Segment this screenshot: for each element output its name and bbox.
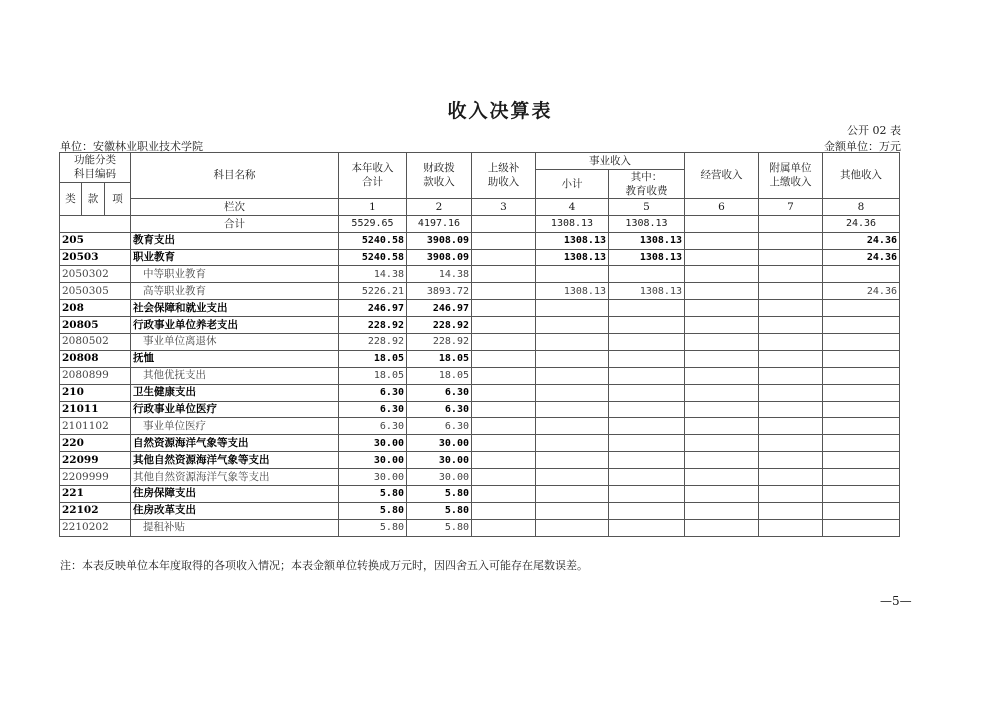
column-index-1: 1 <box>339 198 407 215</box>
value-col-3 <box>472 435 536 452</box>
value-col-8 <box>823 418 900 435</box>
value-col-5 <box>609 384 685 401</box>
value-col-2: 6.30 <box>407 401 472 418</box>
value-col-7 <box>759 317 823 334</box>
footnote: 注：本表反映单位本年度取得的各项收入情况；本表金额单位转换成万元时，因四舍五入可能存在尾数误差。 <box>60 559 588 572</box>
subject-name: 卫生健康支出 <box>131 384 339 401</box>
value-col-1: 246.97 <box>339 300 407 317</box>
value-col-5: 1308.13 <box>609 232 685 249</box>
subject-code: 2210202 <box>60 519 131 536</box>
subject-code: 21011 <box>60 401 131 418</box>
value-col-2: 246.97 <box>407 300 472 317</box>
subject-name: 职业教育 <box>131 249 339 266</box>
subject-code: 2101102 <box>60 418 131 435</box>
column-index-label: 栏次 <box>131 198 339 215</box>
header-other: 其他收入 <box>823 153 900 199</box>
value-col-3 <box>472 232 536 249</box>
total-value-1: 5529.65 <box>339 215 407 232</box>
value-col-7 <box>759 232 823 249</box>
value-col-2: 3893.72 <box>407 283 472 300</box>
header-total: 本年收入 合计 <box>339 153 407 199</box>
subject-code: 208 <box>60 300 131 317</box>
value-col-1: 5226.21 <box>339 283 407 300</box>
value-col-2: 5.80 <box>407 502 472 519</box>
value-col-6 <box>685 384 759 401</box>
table-row <box>60 401 900 418</box>
value-col-8 <box>823 384 900 401</box>
subject-code: 220 <box>60 435 131 452</box>
value-col-8: 24.36 <box>823 249 900 266</box>
subject-name: 行政事业单位医疗 <box>131 401 339 418</box>
column-index-6: 6 <box>685 198 759 215</box>
value-col-2: 5.80 <box>407 486 472 503</box>
value-col-3 <box>472 384 536 401</box>
subject-code: 22099 <box>60 452 131 469</box>
value-col-7 <box>759 418 823 435</box>
subject-name: 提租补贴 <box>131 519 339 536</box>
value-col-4 <box>536 418 609 435</box>
value-col-3 <box>472 266 536 283</box>
table-row <box>60 486 900 503</box>
value-col-4 <box>536 334 609 351</box>
value-col-2: 30.00 <box>407 452 472 469</box>
value-col-6 <box>685 350 759 367</box>
value-col-2: 6.30 <box>407 384 472 401</box>
value-col-6 <box>685 435 759 452</box>
header-business-group: 事业收入 <box>536 153 685 170</box>
table-row <box>60 502 900 519</box>
form-number: 公开 02 表 <box>847 124 901 137</box>
value-col-1: 228.92 <box>339 334 407 351</box>
subject-name: 事业单位离退休 <box>131 334 339 351</box>
subject-code: 2209999 <box>60 469 131 486</box>
value-col-8: 24.36 <box>823 232 900 249</box>
table-row <box>60 418 900 435</box>
value-col-4 <box>536 266 609 283</box>
subject-code: 210 <box>60 384 131 401</box>
value-col-5 <box>609 469 685 486</box>
subject-name: 其他优抚支出 <box>131 367 339 384</box>
income-table <box>59 152 900 537</box>
subject-name: 社会保障和就业支出 <box>131 300 339 317</box>
header-subject-name: 科目名称 <box>131 153 339 199</box>
value-col-3 <box>472 367 536 384</box>
value-col-6 <box>685 486 759 503</box>
value-col-1: 5.80 <box>339 486 407 503</box>
value-col-8 <box>823 367 900 384</box>
header-superior-subsidy: 上级补 助收入 <box>472 153 536 199</box>
table-row <box>60 452 900 469</box>
subject-code: 20805 <box>60 317 131 334</box>
value-col-6 <box>685 367 759 384</box>
subject-name: 教育支出 <box>131 232 339 249</box>
value-col-3 <box>472 300 536 317</box>
value-col-2: 228.92 <box>407 317 472 334</box>
value-col-7 <box>759 435 823 452</box>
value-col-8 <box>823 435 900 452</box>
value-col-4 <box>536 486 609 503</box>
value-col-5 <box>609 367 685 384</box>
table-row <box>60 283 900 300</box>
value-col-7 <box>759 452 823 469</box>
value-col-1: 5.80 <box>339 519 407 536</box>
subject-name: 行政事业单位养老支出 <box>131 317 339 334</box>
value-col-7 <box>759 300 823 317</box>
value-col-1: 6.30 <box>339 401 407 418</box>
value-col-7 <box>759 283 823 300</box>
value-col-3 <box>472 418 536 435</box>
value-col-1: 30.00 <box>339 452 407 469</box>
header-func-code: 功能分类 科目编码 <box>60 153 131 183</box>
header-affiliated: 附属单位 上缴收入 <box>759 153 823 199</box>
value-col-8 <box>823 266 900 283</box>
value-col-2: 3908.09 <box>407 249 472 266</box>
table-row <box>60 317 900 334</box>
column-index-4: 4 <box>536 198 609 215</box>
value-col-7 <box>759 401 823 418</box>
value-col-6 <box>685 502 759 519</box>
value-col-3 <box>472 502 536 519</box>
value-col-6 <box>685 317 759 334</box>
value-col-4 <box>536 469 609 486</box>
table-row <box>60 435 900 452</box>
value-col-8 <box>823 486 900 503</box>
value-col-4 <box>536 300 609 317</box>
value-col-6 <box>685 469 759 486</box>
value-col-4 <box>536 435 609 452</box>
value-col-5 <box>609 519 685 536</box>
total-value-8: 24.36 <box>823 215 900 232</box>
value-col-1: 6.30 <box>339 384 407 401</box>
table-row <box>60 519 900 536</box>
value-col-1: 228.92 <box>339 317 407 334</box>
value-col-1: 6.30 <box>339 418 407 435</box>
subject-name: 其他自然资源海洋气象等支出 <box>131 452 339 469</box>
value-col-3 <box>472 519 536 536</box>
value-col-7 <box>759 266 823 283</box>
value-col-5 <box>609 300 685 317</box>
value-col-2: 14.38 <box>407 266 472 283</box>
value-col-8: 24.36 <box>823 283 900 300</box>
value-col-5 <box>609 418 685 435</box>
subject-code: 221 <box>60 486 131 503</box>
column-index-8: 8 <box>823 198 900 215</box>
value-col-6 <box>685 452 759 469</box>
column-index-2: 2 <box>407 198 472 215</box>
value-col-8 <box>823 300 900 317</box>
table-row <box>60 367 900 384</box>
value-col-8 <box>823 317 900 334</box>
value-col-8 <box>823 519 900 536</box>
subject-code: 2080502 <box>60 334 131 351</box>
value-col-5 <box>609 317 685 334</box>
value-col-1: 30.00 <box>339 469 407 486</box>
header-lei: 类 <box>60 182 82 215</box>
total-code-cell <box>60 215 131 232</box>
value-col-5: 1308.13 <box>609 283 685 300</box>
header-operating: 经营收入 <box>685 153 759 199</box>
value-col-5 <box>609 486 685 503</box>
table-row <box>60 469 900 486</box>
subject-name: 自然资源海洋气象等支出 <box>131 435 339 452</box>
value-col-7 <box>759 384 823 401</box>
value-col-4: 1308.13 <box>536 283 609 300</box>
value-col-1: 5.80 <box>339 502 407 519</box>
value-col-6 <box>685 283 759 300</box>
table-row <box>60 384 900 401</box>
money-unit-label: 金额单位：万元 <box>824 140 901 153</box>
value-col-7 <box>759 367 823 384</box>
value-col-8 <box>823 401 900 418</box>
value-col-2: 228.92 <box>407 334 472 351</box>
subject-code: 2080899 <box>60 367 131 384</box>
total-row-label: 合计 <box>131 215 339 232</box>
table-row <box>60 334 900 351</box>
table-row <box>60 266 900 283</box>
value-col-3 <box>472 317 536 334</box>
value-col-1: 30.00 <box>339 435 407 452</box>
value-col-7 <box>759 350 823 367</box>
value-col-6 <box>685 232 759 249</box>
value-col-4 <box>536 502 609 519</box>
value-col-7 <box>759 249 823 266</box>
value-col-5 <box>609 435 685 452</box>
header-fiscal: 财政拨 款收入 <box>407 153 472 199</box>
value-col-2: 6.30 <box>407 418 472 435</box>
value-col-2: 5.80 <box>407 519 472 536</box>
value-col-3 <box>472 283 536 300</box>
value-col-8 <box>823 469 900 486</box>
value-col-2: 18.05 <box>407 367 472 384</box>
table-row <box>60 232 900 249</box>
column-index-3: 3 <box>472 198 536 215</box>
value-col-7 <box>759 486 823 503</box>
subject-name: 中等职业教育 <box>131 266 339 283</box>
value-col-5: 1308.13 <box>609 249 685 266</box>
value-col-6 <box>685 300 759 317</box>
value-col-8 <box>823 502 900 519</box>
total-value-4: 1308.13 <box>536 215 609 232</box>
value-col-1: 5240.58 <box>339 232 407 249</box>
header-education-fee: 其中： 教育收费 <box>609 169 685 198</box>
report-title: 收入决算表 <box>447 100 553 122</box>
subject-code: 20503 <box>60 249 131 266</box>
subject-name: 抚恤 <box>131 350 339 367</box>
value-col-5 <box>609 502 685 519</box>
value-col-4 <box>536 519 609 536</box>
value-col-3 <box>472 334 536 351</box>
value-col-7 <box>759 334 823 351</box>
value-col-7 <box>759 519 823 536</box>
subject-name: 住房保障支出 <box>131 486 339 503</box>
value-col-2: 30.00 <box>407 435 472 452</box>
value-col-1: 5240.58 <box>339 249 407 266</box>
value-col-5 <box>609 452 685 469</box>
value-col-4: 1308.13 <box>536 232 609 249</box>
table-row <box>60 350 900 367</box>
value-col-6 <box>685 266 759 283</box>
value-col-3 <box>472 469 536 486</box>
value-col-4: 1308.13 <box>536 249 609 266</box>
value-col-8 <box>823 350 900 367</box>
value-col-7 <box>759 469 823 486</box>
subject-code: 205 <box>60 232 131 249</box>
value-col-2: 3908.09 <box>407 232 472 249</box>
value-col-3 <box>472 249 536 266</box>
value-col-3 <box>472 452 536 469</box>
value-col-6 <box>685 334 759 351</box>
subject-name: 事业单位医疗 <box>131 418 339 435</box>
value-col-5 <box>609 334 685 351</box>
value-col-3 <box>472 486 536 503</box>
header-kuan: 款 <box>82 182 105 215</box>
value-col-1: 14.38 <box>339 266 407 283</box>
value-col-3 <box>472 401 536 418</box>
subject-code: 22102 <box>60 502 131 519</box>
total-value-2: 4197.16 <box>407 215 472 232</box>
subject-name: 其他自然资源海洋气象等支出 <box>131 469 339 486</box>
subject-name: 高等职业教育 <box>131 283 339 300</box>
value-col-4 <box>536 350 609 367</box>
subject-code: 20808 <box>60 350 131 367</box>
total-value-5: 1308.13 <box>609 215 685 232</box>
value-col-8 <box>823 334 900 351</box>
value-col-6 <box>685 418 759 435</box>
value-col-4 <box>536 367 609 384</box>
total-value-3 <box>472 215 536 232</box>
header-subtotal: 小计 <box>536 169 609 198</box>
subject-code: 2050305 <box>60 283 131 300</box>
value-col-7 <box>759 502 823 519</box>
value-col-3 <box>472 350 536 367</box>
value-col-5 <box>609 350 685 367</box>
column-index-7: 7 <box>759 198 823 215</box>
total-value-7 <box>759 215 823 232</box>
value-col-1: 18.05 <box>339 350 407 367</box>
value-col-5 <box>609 266 685 283</box>
page-number: —5— <box>880 594 912 608</box>
value-col-6 <box>685 249 759 266</box>
value-col-6 <box>685 401 759 418</box>
table-row <box>60 300 900 317</box>
column-index-5: 5 <box>609 198 685 215</box>
value-col-4 <box>536 384 609 401</box>
subject-code: 2050302 <box>60 266 131 283</box>
value-col-4 <box>536 452 609 469</box>
value-col-6 <box>685 519 759 536</box>
value-col-4 <box>536 317 609 334</box>
unit-label: 单位：安徽林业职业技术学院 <box>60 140 203 153</box>
subject-name: 住房改革支出 <box>131 502 339 519</box>
total-value-6 <box>685 215 759 232</box>
value-col-2: 30.00 <box>407 469 472 486</box>
value-col-2: 18.05 <box>407 350 472 367</box>
value-col-5 <box>609 401 685 418</box>
value-col-8 <box>823 452 900 469</box>
header-xiang: 项 <box>105 182 131 215</box>
table-row <box>60 249 900 266</box>
value-col-1: 18.05 <box>339 367 407 384</box>
value-col-4 <box>536 401 609 418</box>
